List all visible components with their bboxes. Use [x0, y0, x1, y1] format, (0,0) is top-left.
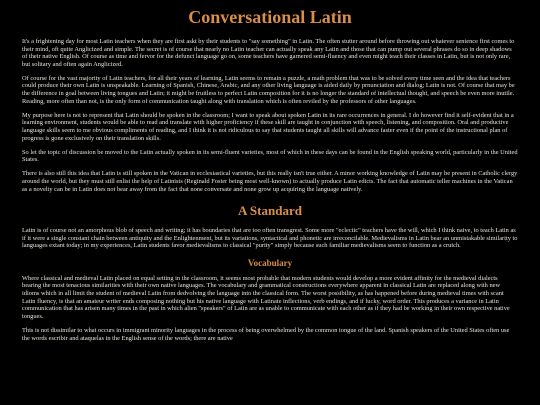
section-heading-standard: A Standard [238, 203, 302, 219]
section-heading-vocabulary: Vocabulary [247, 257, 293, 268]
vocabulary-paragraph-1: Where classical and medieval Latin placed on equal setting in the classroom, it seems most probable that modern students would develop a more evident affinity for the medieval dialects bearing the most tenacious similarities with their own native languages. The vocabulary and grammatical constructions everywhere apparent in classical Latin are replaced along with new idioms which in all limit the student of medieval Latin from dedvolving the language into the classical form. The worst possibility, as has happened before during medieval times with scant Latin fluency, is that an amateur writer ends composing nothing but his native language with Latinate inflections, verb endings, and if lucky, word order. This produces a variance in Latin communication that has arisen many times in the past in which alien "speakers" of Latin are as unable to communicate with each other as if they had be working in their own respective native tongues. [22, 274, 510, 320]
intro-paragraph-5: There is also still this idea that Latin is still spoken in the Vatican in ecclesiastical varieties, but this really isn't true either. A minor working knowledge of Latin may be present in Catholic clergy around the world, but they must still enlist the help of Latinists (Reginald Foster being most well-known) to actually produce Latin edicts. The fact that automatic teller machines in the Vatican as a novelty can be in Latin does not bear away from the fact that none conversate and none grow up acquiring the language natively. [22, 170, 518, 193]
standard-paragraph-1: Latin is of course not an amorphous blob of speech and writing; it has boundaries that are too often transgrest. Some more "eclectic" teachers have the will, which I think naive, to teach Latin as if it were a single constant chain between antiquity and the Enlightenment, but its variations, syntactical and phonetic are irreconcilable. Medievalisms in Latin bear an unmistakable similarity to languages extant today; in my experiences, Latin students favor medievalisms to classical "purity" simply because such familiar medievalisms seem to function as a crutch. [22, 227, 518, 250]
intro-paragraph-4: So let the topic of discussion be moved to the Latin actually spoken in its semi-fluent varieties, most of which in these days can be found in the English speaking world, particularly in the United States. [22, 148, 518, 164]
page-title: Conversational Latin [188, 7, 352, 27]
vocabulary-paragraph-2: This is not dissimilar to what occurs in immigrant minority languages in the process of being overwhelmed by the common tongue of the land. Spanish speakers of the United States often use the words escribir and ataquelas in the English sense of the words; there are native [22, 326, 510, 342]
article [22, 0, 518, 342]
intro-paragraph-1: It's a frightening day for most Latin teachers when they are first askt by their students to "say something" in Latin. The often stutter around before throwing out whatever sentence first comes to their mind, oft quite Anglicized and simple. The secret is of course that nearly no Latin teacher can actually speak any Latin and those that can pump out several phrases do so in deep shadows of their native English. Of course as time and fervor for the defunct language go on, some teachers have garnered semi-fluency and even might teach their classes in Latin, but is not only rare, but solitary and often again Anglicized. [22, 38, 515, 68]
intro-paragraph-2: Of course for the vast majority of Latin teachers, for all their years of learning, Latin seems to remain a puzzle, a math problem that was to be solved every time seen and the idea that teachers could produce their own Latin is unspeakable. Learning of Spanish, Chinese, Arabic, and any other living language is aided daily by prnunciation and dialog; Latin is not. Of course that may be the difference in goal between living tongues and Latin; it might be fruitless to perfect Latin composition for it is no longer the standard of intellectual thought, and speech be even more inutile. Reading, more often than not, is the only form of communication taught along with translation which is often reviled by the professors of other languages. [22, 74, 515, 105]
intro-paragraph-3: My purpose here is not to represent that Latin should be spoken in the classroom; I want to speak about spoken Latin in its rare occurrences in general. I do however find it self-evident that in a learning environment, students would be able to read and translate with higher proficiency if these skill are taught in conjunction with speech, listening, and composition. Oral and productive language skills seem to me obvious compliments of reading, and I think it is not ridiculous to say that students taught all skills will advance faster even if the point of the instructional plan of progress is gone exclusively on their translation skills. [22, 111, 514, 142]
